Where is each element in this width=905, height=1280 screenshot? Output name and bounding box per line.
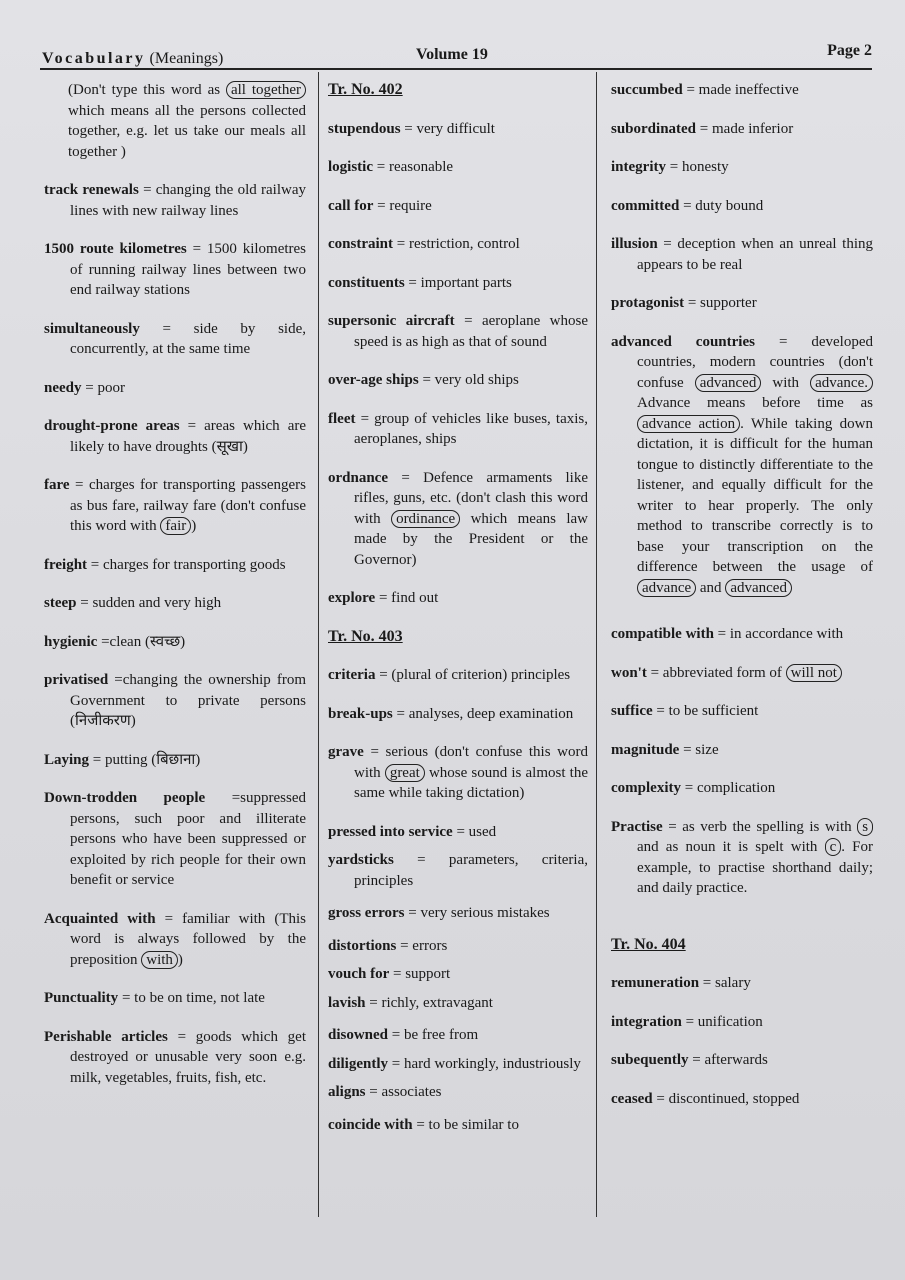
entry-constraint: constraint = restriction, control: [328, 236, 520, 252]
entry-ceased: ceased = discontinued, stopped: [611, 1090, 800, 1107]
entry-ordnance: ordnance = Defence armaments like rifles, guns, etc. (don't clash this word with ordinance which means law made by the President or the Governor): [328, 469, 589, 568]
page-header: [42, 42, 872, 68]
column-3: [611, 80, 873, 1109]
entry-punctuality: Punctuality = to be on time, not late: [44, 990, 265, 1006]
entry-protagonist: protagonist = supporter: [611, 295, 757, 311]
entry-supersonic: supersonic aircraft = aeroplane whose speed is as high as that of sound: [328, 313, 589, 350]
entry-needy: needy = poor: [44, 379, 125, 396]
entry-call-for: call for = require: [328, 197, 432, 214]
entry-remuneration: remuneration = salary: [611, 975, 751, 991]
entry-criteria: criteria = (plural of criterion) principles: [328, 667, 571, 683]
entry-privatised: privatised =changing the ownership from Government to private persons (निजीकरण): [44, 672, 307, 729]
entry-complexity: complexity = complication: [611, 780, 776, 796]
entry-laying: Laying = putting (बिछाना): [44, 751, 201, 768]
entry-constituents: constituents = important parts: [328, 274, 512, 291]
entry-freight: freight = charges for transporting goods: [44, 556, 286, 573]
header-rule: [40, 68, 872, 70]
entry-integration: integration = unification: [611, 1013, 763, 1030]
entry-wont: won't = abbreviated form of will not: [611, 663, 873, 684]
column-divider: [596, 72, 597, 1217]
entry-vouch-for: vouch for = support: [328, 966, 451, 982]
column-divider: [318, 72, 319, 1217]
entry-over-age-ships: over-age ships = very old ships: [328, 372, 519, 388]
entry-gross-errors: gross errors = very serious mistakes: [328, 905, 550, 921]
entry-lavish: lavish = richly, extravagant: [328, 994, 493, 1011]
entry-suffice: suffice = to be sufficient: [611, 703, 759, 719]
entry-distortions: distortions = errors: [328, 937, 448, 954]
entry-explore: explore = find out: [328, 590, 439, 606]
column-2: [328, 80, 588, 1135]
entry-committed: committed = duty bound: [611, 197, 764, 214]
entry-aligns: aligns = associates: [328, 1084, 442, 1100]
entry-practise: Practise = as verb the spelling is with s and as noun it is spelt with c . For example, to practise shorthand daily; and daily practice.: [611, 818, 873, 896]
entry-compatible-with: compatible with = in accordance with: [611, 626, 844, 642]
header-volume: Volume 19: [416, 46, 488, 63]
entry-hygienic: hygienic =clean (स्वच्छ): [44, 633, 186, 650]
entry-grave: grave = serious (don't confuse this word with great whose sound is almost the same while taking dictation): [328, 744, 589, 801]
entry-subequently: subequently = afterwards: [611, 1052, 768, 1068]
entry-subordinated: subordinated = made inferior: [611, 120, 794, 137]
entry-break-ups: break-ups = analyses, deep examination: [328, 705, 574, 722]
entry-illusion: illusion = deception when an unreal thing appears to be real: [611, 236, 873, 273]
entry-disowned: disowned = be free from: [328, 1027, 479, 1043]
entry-stupendous: stupendous = very difficult: [328, 120, 495, 137]
header-subtitle: (Meanings): [149, 50, 224, 67]
entry-integrity: integrity = honesty: [611, 159, 729, 175]
entry-pressed-into-service: pressed into service = used: [328, 823, 497, 840]
entry-perishable: Perishable articles = goods which get destroyed or unusable very soon e.g. milk, vegetables, fruits, fish, etc.: [44, 1028, 307, 1086]
header-page-number: Page 2: [827, 42, 872, 59]
entry-succumbed: succumbed = made ineffective: [611, 82, 799, 98]
entry-coincide-with: coincide with = to be similar to: [328, 1116, 519, 1133]
transcription-heading: Tr. No. 403: [328, 627, 403, 645]
header-subject: Vocabulary (Meanings): [42, 50, 224, 67]
entry-yardsticks: yardsticks = parameters, criteria, principles: [328, 852, 588, 889]
entry-drought-prone: drought-prone areas = areas which are likely to have droughts (सूखा): [44, 418, 307, 455]
entry-logistic: logistic = reasonable: [328, 159, 454, 175]
column-1: [44, 80, 306, 1088]
transcription-heading: Tr. No. 404: [611, 935, 686, 953]
entry-simultaneously: simultaneously = side by side, concurrently, at the same time: [44, 320, 306, 357]
entry-route-kilometres: 1500 route kilometres = 1500 kilometres of running railway lines between two end railway stations: [44, 241, 307, 298]
transcription-heading: Tr. No. 402: [328, 81, 403, 98]
entry-advanced-countries: advanced countries = developed countries, modern countries (don't confuse advanced with advance. Advance means before time as advance action . While taking down dictation, it is difficult for the human tongue to distinctly differentiate to the listener, and equally difficult for the writer to hear properly. The only method to transcribe correctly is to base your transcription on the difference between the usage of advance and advanced: [611, 333, 874, 596]
entry-acquainted-with: Acquainted with = familiar with (This word is always followed by the preposition with ): [44, 910, 306, 968]
entry-fare: fare = charges for transporting passengers as bus fare, railway fare (don't confuse this word with fair ): [44, 477, 306, 534]
entry-fleet: fleet = group of vehicles like buses, taxis, aeroplanes, ships: [328, 410, 588, 447]
entry-steep: steep = sudden and very high: [44, 595, 222, 611]
entry-diligently: diligently = hard workingly, industriously: [328, 1055, 581, 1072]
entry-track-renewals: track renewals = changing the old railway lines with new railway lines: [44, 182, 306, 219]
entry-down-trodden: Down-trodden people =suppressed persons, such poor and illiterate persons who have been suppressed or exploited by rich people for their own benefit or service: [44, 790, 306, 888]
entry-magnitude: magnitude = size: [611, 741, 719, 758]
note-all-together: (Don't type this word as all together which means all the persons collected together, e.g. let us take our meals all together ): [68, 82, 306, 160]
